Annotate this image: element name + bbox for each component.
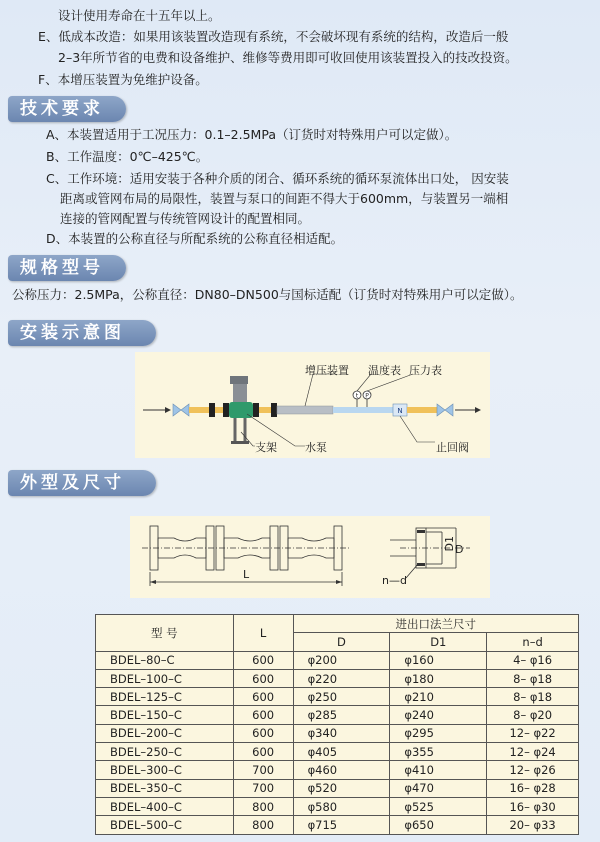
cell-L: 800 (233, 816, 293, 834)
header-flange-group: 进出口法兰尺寸 (293, 615, 578, 633)
cell-D: φ285 (293, 706, 390, 724)
cell-L: 600 (233, 743, 293, 761)
label-booster: 增压装置 (305, 364, 349, 377)
table-row (96, 706, 579, 724)
tech-req-c-cont2: 连接的管网配置与传统管网设计的配置相同。 (60, 211, 311, 226)
intro-line-e: E、低成本改造：如果用该装置改造现有系统，不会破坏现有系统的结构，改造后一般 (38, 29, 509, 44)
header-model: 型 号 (96, 615, 234, 652)
section-banner-install: 安装示意图 (8, 320, 156, 346)
cell-model: BDEL–125–C (96, 688, 234, 706)
cell-D1: φ210 (390, 688, 487, 706)
tech-req-c: C、工作环境：适用安装于各种介质的闭合、循环系统的循环泵流体出口处， 因安装 (46, 171, 509, 186)
cell-model: BDEL–250–C (96, 743, 234, 761)
cell-L: 600 (233, 706, 293, 724)
header-L: L (233, 615, 293, 652)
dimension-drawing (130, 516, 490, 598)
cell-D: φ715 (293, 816, 390, 834)
table-row (96, 651, 579, 669)
table-row (96, 779, 579, 797)
cell-L: 700 (233, 761, 293, 779)
cell-nd: 4– φ16 (487, 651, 579, 669)
cell-D: φ405 (293, 743, 390, 761)
cell-nd: 12– φ26 (487, 761, 579, 779)
intro-line-e-cont: 2–3年所节省的电费和设备维护、维修等费用即可收回使用该装置投入的技改投资。 (58, 50, 518, 65)
cell-nd: 12– φ22 (487, 724, 579, 742)
intro-line: 设计使用寿命在十五年以上。 (58, 8, 221, 23)
cell-D1: φ355 (390, 743, 487, 761)
tech-req-a: A、本装置适用于工况压力：0.1–2.5MPa（订货时对特殊用户可以定做）。 (46, 127, 458, 142)
cell-L: 600 (233, 651, 293, 669)
cell-D: φ200 (293, 651, 390, 669)
cell-D1: φ525 (390, 797, 487, 815)
dim-label-D: D (455, 543, 464, 556)
cell-D1: φ470 (390, 779, 487, 797)
cell-D: φ340 (293, 724, 390, 742)
cell-D1: φ410 (390, 761, 487, 779)
cell-model: BDEL–80–C (96, 651, 234, 669)
cell-L: 600 (233, 688, 293, 706)
cell-D1: φ240 (390, 706, 487, 724)
tech-req-b: B、工作温度：0℃–425℃。 (46, 149, 209, 164)
cell-D: φ580 (293, 797, 390, 815)
cell-nd: 16– φ30 (487, 797, 579, 815)
cell-nd: 16– φ28 (487, 779, 579, 797)
section-banner-shape: 外型及尺寸 (8, 470, 156, 496)
label-pump: 水泵 (305, 441, 327, 454)
cell-nd: 8– φ18 (487, 669, 579, 687)
label-check-valve: 止回阀 (436, 441, 469, 454)
dim-label-D1: D1 (443, 536, 456, 552)
cell-model: BDEL–100–C (96, 669, 234, 687)
table-row (96, 669, 579, 687)
cell-nd: 12– φ24 (487, 743, 579, 761)
cell-L: 600 (233, 669, 293, 687)
cell-model: BDEL–200–C (96, 724, 234, 742)
header-nd: n–d (487, 633, 579, 651)
cell-D1: φ160 (390, 651, 487, 669)
dim-label-L: L (243, 568, 250, 581)
table-row (96, 688, 579, 706)
cell-model: BDEL–400–C (96, 797, 234, 815)
table-row (96, 724, 579, 742)
label-thermometer: 温度表 (368, 364, 401, 377)
table-row (96, 761, 579, 779)
cell-L: 600 (233, 724, 293, 742)
cell-model: BDEL–150–C (96, 706, 234, 724)
spec-table (95, 614, 579, 835)
table-row (96, 743, 579, 761)
cell-L: 700 (233, 779, 293, 797)
pressure-gauge-mark: P (365, 392, 369, 400)
table-row (96, 797, 579, 815)
cell-D: φ460 (293, 761, 390, 779)
section-banner-tech: 技术要求 (8, 96, 126, 122)
cell-D: φ220 (293, 669, 390, 687)
check-valve-mark: N (397, 407, 403, 415)
cell-D: φ250 (293, 688, 390, 706)
cell-D: φ520 (293, 779, 390, 797)
cell-model: BDEL–300–C (96, 761, 234, 779)
label-bracket: 支架 (255, 441, 277, 454)
tech-req-c-cont: 距离或管网布局的局限性，装置与泵口的间距不得大于600mm，与装置另一端相 (60, 191, 509, 206)
tech-req-d: D、本装置的公称直径与所配系统的公称直径相适配。 (46, 231, 344, 246)
cell-nd: 8– φ18 (487, 688, 579, 706)
cell-D1: φ650 (390, 816, 487, 834)
cell-model: BDEL–350–C (96, 779, 234, 797)
dim-label-nd: n—d (382, 574, 407, 587)
label-pressure-gauge: 压力表 (409, 364, 442, 377)
cell-nd: 8– φ20 (487, 706, 579, 724)
intro-line-f: F、本增压装置为免维护设备。 (38, 72, 208, 87)
header-D: D (293, 633, 390, 651)
cell-model: BDEL–500–C (96, 816, 234, 834)
header-D1: D1 (390, 633, 487, 651)
spec-line: 公称压力：2.5MPa，公称直径：DN80–DN500与国标适配（订货时对特殊用户可以定做）。 (12, 287, 523, 302)
cell-D1: φ295 (390, 724, 487, 742)
table-row (96, 816, 579, 834)
dimension-drawing-svg (130, 516, 490, 598)
cell-D1: φ180 (390, 669, 487, 687)
cell-L: 800 (233, 797, 293, 815)
thermometer-mark: t (355, 392, 359, 400)
section-banner-spec: 规格型号 (8, 255, 126, 281)
cell-nd: 20– φ33 (487, 816, 579, 834)
